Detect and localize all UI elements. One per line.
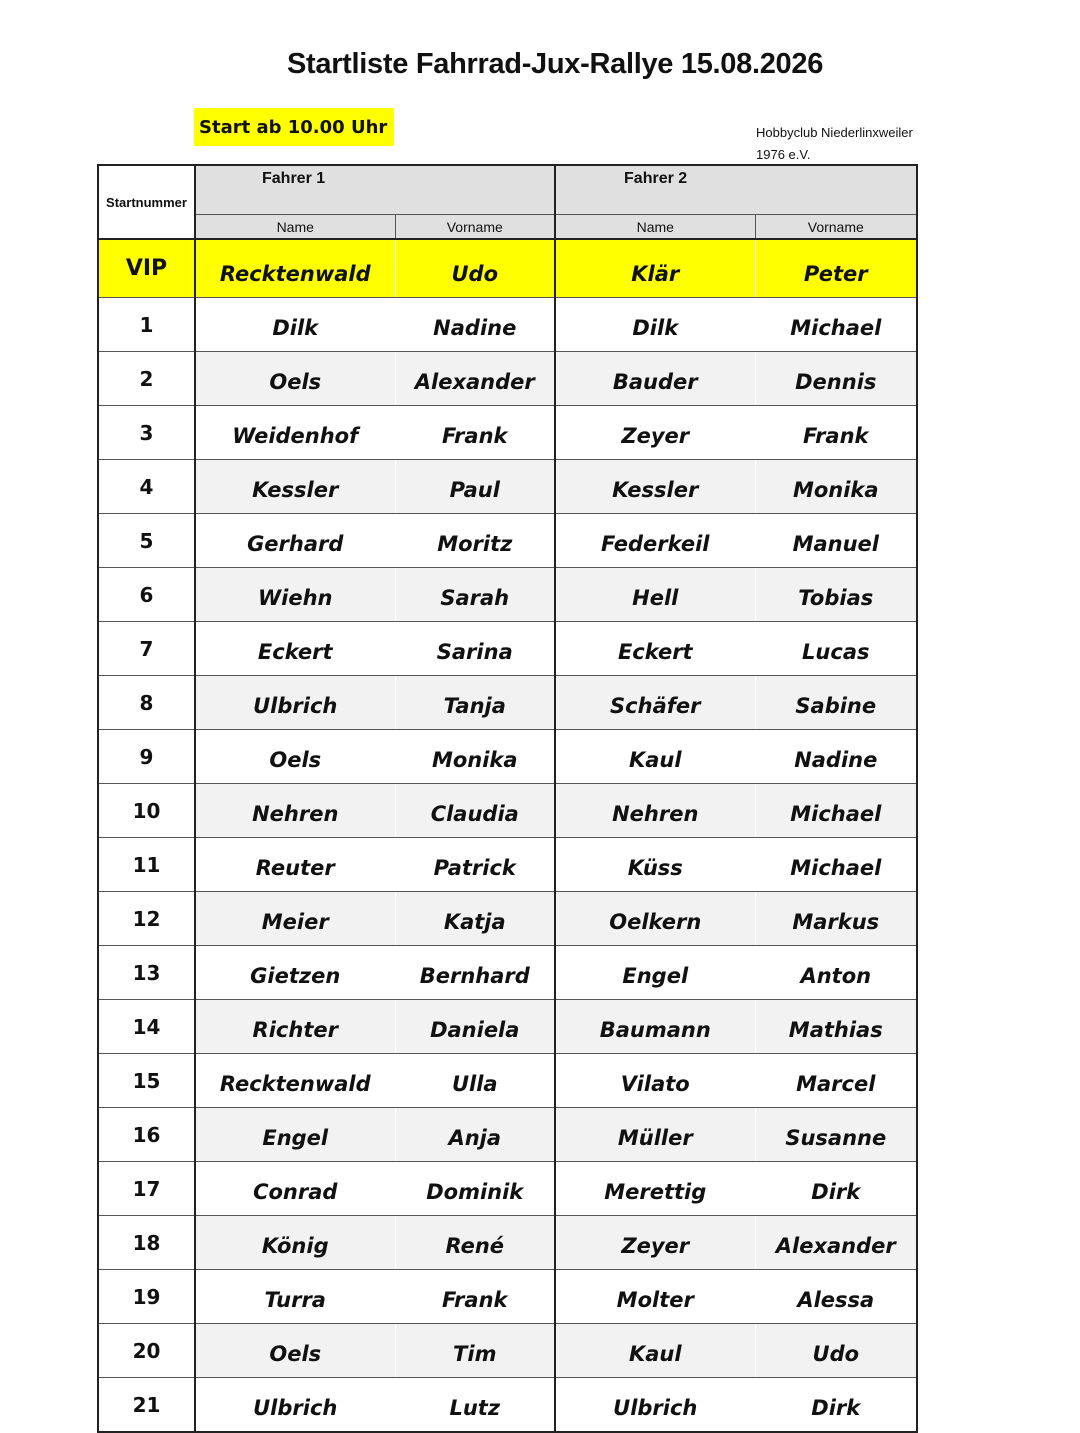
driver2-name-header: Name <box>555 215 755 240</box>
driver2-lastname-cell: Kessler <box>555 460 755 514</box>
start-number-cell: 2 <box>98 352 195 406</box>
driver1-firstname-cell: Ulla <box>395 1054 555 1108</box>
driver2-lastname-cell: Zeyer <box>555 406 755 460</box>
driver2-firstname-cell: Frank <box>755 406 917 460</box>
start-number-cell: 13 <box>98 946 195 1000</box>
start-number-cell: 12 <box>98 892 195 946</box>
driver1-name-header: Name <box>195 215 395 240</box>
table-row <box>98 838 917 892</box>
start-number-cell: 16 <box>98 1108 195 1162</box>
driver1-lastname-cell: Eckert <box>195 622 395 676</box>
driver2-lastname-cell: Kaul <box>555 1324 755 1378</box>
driver1-firstname-cell: Frank <box>395 1270 555 1324</box>
start-number-cell: 18 <box>98 1216 195 1270</box>
driver1-lastname-cell: König <box>195 1216 395 1270</box>
club-name: Hobbyclub Niederlinxweiler <box>756 125 913 140</box>
driver2-firstname-cell: Udo <box>755 1324 917 1378</box>
driver2-firstname-cell: Alexander <box>755 1216 917 1270</box>
table-row <box>98 568 917 622</box>
driver2-firstname-cell: Marcel <box>755 1054 917 1108</box>
table-row <box>98 514 917 568</box>
driver2-lastname-cell: Vilato <box>555 1054 755 1108</box>
table-row <box>98 1270 917 1324</box>
driver2-lastname-cell: Merettig <box>555 1162 755 1216</box>
driver1-lastname-cell: Recktenwald <box>195 1054 395 1108</box>
start-number-cell: 6 <box>98 568 195 622</box>
start-list-table <box>97 164 918 1433</box>
start-list-table-container <box>97 164 918 1433</box>
driver1-lastname-cell: Conrad <box>195 1162 395 1216</box>
table-row <box>98 1000 917 1054</box>
startnumber-header: Startnummer <box>98 165 195 239</box>
driver1-firstname-cell: Dominik <box>395 1162 555 1216</box>
start-number-cell: 9 <box>98 730 195 784</box>
table-row <box>98 1054 917 1108</box>
driver1-firstname-cell: Lutz <box>395 1378 555 1433</box>
driver2-lastname-cell: Nehren <box>555 784 755 838</box>
start-time-badge: Start ab 10.00 Uhr <box>194 108 394 146</box>
start-number-cell: 17 <box>98 1162 195 1216</box>
driver1-firstname-cell: Nadine <box>395 298 555 352</box>
driver2-header-label: Fahrer 2 <box>624 170 688 187</box>
start-number-cell: 19 <box>98 1270 195 1324</box>
driver2-lastname-cell: Klär <box>555 239 755 298</box>
table-row <box>98 1108 917 1162</box>
driver1-firstname-header: Vorname <box>395 215 555 240</box>
driver2-lastname-cell: Molter <box>555 1270 755 1324</box>
driver1-lastname-cell: Richter <box>195 1000 395 1054</box>
driver1-firstname-cell: Patrick <box>395 838 555 892</box>
driver2-firstname-cell: Markus <box>755 892 917 946</box>
start-number-cell: 21 <box>98 1378 195 1433</box>
table-row <box>98 298 917 352</box>
driver2-firstname-cell: Alessa <box>755 1270 917 1324</box>
driver1-firstname-cell: Anja <box>395 1108 555 1162</box>
driver1-firstname-cell: Frank <box>395 406 555 460</box>
driver2-lastname-cell: Bauder <box>555 352 755 406</box>
driver1-firstname-cell: Paul <box>395 460 555 514</box>
driver1-lastname-cell: Kessler <box>195 460 395 514</box>
driver2-lastname-cell: Schäfer <box>555 676 755 730</box>
driver2-lastname-cell: Federkeil <box>555 514 755 568</box>
start-number-cell: 11 <box>98 838 195 892</box>
table-row <box>98 406 917 460</box>
driver2-firstname-cell: Peter <box>755 239 917 298</box>
driver1-header-label: Fahrer 1 <box>262 170 326 187</box>
driver2-firstname-cell: Monika <box>755 460 917 514</box>
driver1-lastname-cell: Gietzen <box>195 946 395 1000</box>
driver1-firstname-cell: Daniela <box>395 1000 555 1054</box>
driver1-firstname-cell: Monika <box>395 730 555 784</box>
driver2-firstname-cell: Anton <box>755 946 917 1000</box>
driver1-lastname-cell: Ulbrich <box>195 1378 395 1433</box>
driver1-header <box>195 165 555 215</box>
driver1-lastname-cell: Oels <box>195 730 395 784</box>
club-year: 1976 e.V. <box>756 147 811 162</box>
start-number-cell: 3 <box>98 406 195 460</box>
driver2-firstname-cell: Lucas <box>755 622 917 676</box>
driver2-firstname-cell: Dirk <box>755 1162 917 1216</box>
start-number-cell: 15 <box>98 1054 195 1108</box>
driver1-lastname-cell: Gerhard <box>195 514 395 568</box>
table-row <box>98 892 917 946</box>
driver2-firstname-cell: Michael <box>755 784 917 838</box>
driver1-lastname-cell: Recktenwald <box>195 239 395 298</box>
driver1-firstname-cell: Claudia <box>395 784 555 838</box>
driver2-header <box>555 165 917 215</box>
table-row <box>98 460 917 514</box>
driver1-firstname-cell: Katja <box>395 892 555 946</box>
driver1-firstname-cell: Sarah <box>395 568 555 622</box>
driver1-firstname-cell: Moritz <box>395 514 555 568</box>
start-number-cell: 10 <box>98 784 195 838</box>
driver2-lastname-cell: Müller <box>555 1108 755 1162</box>
start-number-cell: VIP <box>98 239 195 298</box>
driver2-firstname-cell: Michael <box>755 838 917 892</box>
driver2-lastname-cell: Baumann <box>555 1000 755 1054</box>
driver2-firstname-header: Vorname <box>755 215 917 240</box>
driver1-firstname-cell: Alexander <box>395 352 555 406</box>
driver1-firstname-cell: Udo <box>395 239 555 298</box>
start-number-cell: 1 <box>98 298 195 352</box>
start-number-cell: 14 <box>98 1000 195 1054</box>
driver1-lastname-cell: Meier <box>195 892 395 946</box>
driver2-lastname-cell: Zeyer <box>555 1216 755 1270</box>
start-number-cell: 4 <box>98 460 195 514</box>
table-row <box>98 784 917 838</box>
table-row <box>98 946 917 1000</box>
driver1-firstname-cell: Tanja <box>395 676 555 730</box>
driver2-lastname-cell: Oelkern <box>555 892 755 946</box>
driver2-lastname-cell: Dilk <box>555 298 755 352</box>
start-number-cell: 20 <box>98 1324 195 1378</box>
header-row-drivers <box>98 165 917 215</box>
vip-row <box>98 239 917 298</box>
driver1-lastname-cell: Ulbrich <box>195 676 395 730</box>
table-row <box>98 730 917 784</box>
start-number-cell: 7 <box>98 622 195 676</box>
driver1-lastname-cell: Nehren <box>195 784 395 838</box>
start-number-cell: 5 <box>98 514 195 568</box>
driver1-lastname-cell: Weidenhof <box>195 406 395 460</box>
driver2-firstname-cell: Susanne <box>755 1108 917 1162</box>
driver2-firstname-cell: Nadine <box>755 730 917 784</box>
driver1-lastname-cell: Wiehn <box>195 568 395 622</box>
driver1-lastname-cell: Oels <box>195 1324 395 1378</box>
header-row-columns <box>98 215 917 240</box>
driver1-lastname-cell: Engel <box>195 1108 395 1162</box>
driver2-firstname-cell: Dirk <box>755 1378 917 1433</box>
driver2-lastname-cell: Engel <box>555 946 755 1000</box>
driver1-lastname-cell: Turra <box>195 1270 395 1324</box>
driver2-firstname-cell: Dennis <box>755 352 917 406</box>
driver2-lastname-cell: Ulbrich <box>555 1378 755 1433</box>
driver1-lastname-cell: Dilk <box>195 298 395 352</box>
driver2-lastname-cell: Eckert <box>555 622 755 676</box>
table-row <box>98 1378 917 1433</box>
table-row <box>98 1216 917 1270</box>
driver2-firstname-cell: Michael <box>755 298 917 352</box>
driver2-lastname-cell: Küss <box>555 838 755 892</box>
table-row <box>98 352 917 406</box>
table-row <box>98 1324 917 1378</box>
driver2-firstname-cell: Tobias <box>755 568 917 622</box>
driver2-firstname-cell: Mathias <box>755 1000 917 1054</box>
driver1-firstname-cell: René <box>395 1216 555 1270</box>
driver2-firstname-cell: Sabine <box>755 676 917 730</box>
driver1-lastname-cell: Reuter <box>195 838 395 892</box>
driver1-firstname-cell: Sarina <box>395 622 555 676</box>
start-number-cell: 8 <box>98 676 195 730</box>
driver2-firstname-cell: Manuel <box>755 514 917 568</box>
driver1-firstname-cell: Tim <box>395 1324 555 1378</box>
driver1-firstname-cell: Bernhard <box>395 946 555 1000</box>
page-title: Startliste Fahrrad-Jux-Rallye 15.08.2026 <box>286 48 824 80</box>
driver1-lastname-cell: Oels <box>195 352 395 406</box>
table-row <box>98 1162 917 1216</box>
driver2-lastname-cell: Hell <box>555 568 755 622</box>
table-row <box>98 676 917 730</box>
driver2-lastname-cell: Kaul <box>555 730 755 784</box>
table-row <box>98 622 917 676</box>
club-info <box>756 122 913 166</box>
